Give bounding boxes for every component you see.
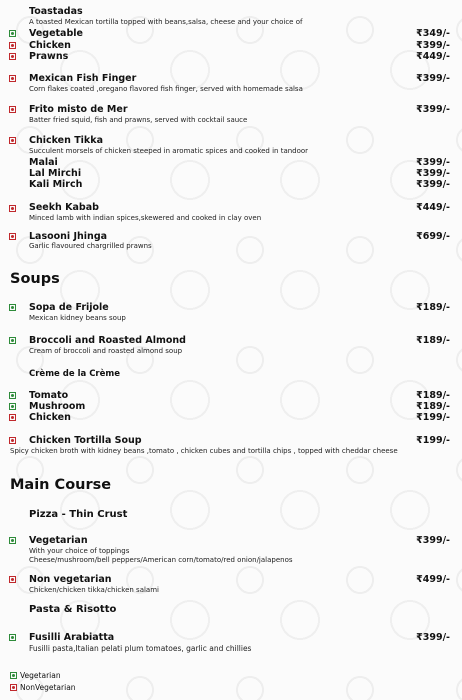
option-name-chicken-soup: Chicken bbox=[29, 412, 71, 423]
item-desc-frijole: Mexican kidney beans soup bbox=[29, 314, 126, 322]
item-price-veg-pizza: ₹399/- bbox=[416, 535, 450, 546]
item-name-seekh: Seekh Kabab bbox=[29, 202, 99, 213]
nonveg-mark-icon bbox=[9, 233, 16, 240]
legend-nonveg-label: NonVegetarian bbox=[20, 683, 76, 692]
nonveg-mark-icon bbox=[9, 437, 16, 444]
section-title-main-course: Main Course bbox=[10, 477, 112, 493]
item-desc-nonveg-pizza: Chicken/chicken tikka/chicken salami bbox=[29, 586, 159, 594]
option-name-mushroom: Mushroom bbox=[29, 401, 86, 412]
veg-mark-icon bbox=[9, 337, 16, 344]
nonveg-mark-icon bbox=[9, 576, 16, 583]
section-title-soups: Soups bbox=[10, 271, 60, 287]
item-desc-fusilli: Fusilli pasta,Italian pelati plum tomatoes, garlic and chillies bbox=[29, 644, 252, 653]
option-price-chicken: ₹399/- bbox=[416, 40, 450, 51]
option-name-lal-mirchi: Lal Mirchi bbox=[29, 168, 82, 179]
item-price-frijole: ₹189/- bbox=[416, 302, 450, 313]
option-name-kali-mirch: Kali Mirch bbox=[29, 179, 83, 190]
item-name-tortilla: Chicken Tortilla Soup bbox=[29, 435, 142, 446]
nonveg-mark-icon bbox=[9, 106, 16, 113]
item-desc-veg-pizza-1: With your choice of toppings bbox=[29, 547, 130, 555]
veg-mark-icon bbox=[9, 537, 16, 544]
item-price-seekh: ₹449/- bbox=[416, 202, 450, 213]
item-name-lasooni: Lasooni Jhinga bbox=[29, 231, 108, 242]
veg-mark-icon bbox=[9, 392, 16, 399]
item-desc-toastadas: A toasted Mexican tortilla topped with beans,salsa, cheese and your choice of bbox=[29, 18, 303, 26]
item-name-frijole: Sopa de Frijole bbox=[29, 302, 109, 313]
item-price-tortilla: ₹199/- bbox=[416, 435, 450, 446]
item-price-broccoli: ₹189/- bbox=[416, 335, 450, 346]
item-desc-tikka: Succulent morsels of chicken steeped in aromatic spices and cooked in tandoor bbox=[29, 147, 309, 155]
veg-mark-icon bbox=[9, 634, 16, 641]
option-name-tomato: Tomato bbox=[29, 390, 69, 401]
item-price-lasooni: ₹699/- bbox=[416, 231, 450, 242]
veg-mark-icon bbox=[9, 403, 16, 410]
legend-nonveg-icon bbox=[10, 684, 17, 691]
option-price-vegetable: ₹349/- bbox=[416, 28, 450, 39]
item-price-nonveg-pizza: ₹499/- bbox=[416, 574, 450, 585]
item-name-frito: Frito misto de Mer bbox=[29, 104, 128, 115]
option-price-mushroom: ₹189/- bbox=[416, 401, 450, 412]
nonveg-mark-icon bbox=[9, 205, 16, 212]
item-desc-seekh: Minced lamb with indian spices,skewered and cooked in clay oven bbox=[29, 214, 262, 222]
legend-veg-icon bbox=[10, 672, 17, 679]
item-price-fusilli: ₹399/- bbox=[416, 632, 450, 643]
option-price-prawns: ₹449/- bbox=[416, 51, 450, 62]
subsection-title-pasta: Pasta & Risotto bbox=[29, 604, 117, 615]
option-name-prawns: Prawns bbox=[29, 51, 69, 62]
item-desc-lasooni: Garlic flavoured chargrilled prawns bbox=[29, 242, 152, 250]
subsection-title-pizza: Pizza - Thin Crust bbox=[29, 509, 128, 520]
item-name-fish-finger: Mexican Fish Finger bbox=[29, 73, 137, 84]
item-name-toastadas: Toastadas bbox=[29, 6, 83, 17]
item-name-broccoli: Broccoli and Roasted Almond bbox=[29, 335, 186, 346]
nonveg-mark-icon bbox=[9, 137, 16, 144]
legend-veg-label: Vegetarian bbox=[20, 671, 61, 680]
option-price-kali-mirch: ₹399/- bbox=[416, 179, 450, 190]
nonveg-mark-icon bbox=[9, 414, 16, 421]
nonveg-mark-icon bbox=[9, 42, 16, 49]
item-name-tikka: Chicken Tikka bbox=[29, 135, 103, 146]
subsection-title-creme: Crème de la Crème bbox=[29, 369, 121, 379]
option-name-malai: Malai bbox=[29, 157, 58, 168]
option-price-tomato: ₹189/- bbox=[416, 390, 450, 401]
veg-mark-icon bbox=[9, 304, 16, 311]
item-desc-fish-finger: Corn flakes coated ,oregano flavored fish finger, served with homemade salsa bbox=[29, 85, 303, 93]
item-desc-tortilla: Spicy chicken broth with kidney beans ,tomato , chicken cubes and tortilla chips , topped with cheddar cheese bbox=[10, 447, 398, 455]
option-name-vegetable: Vegetable bbox=[29, 28, 83, 39]
item-price-frito: ₹399/- bbox=[416, 104, 450, 115]
nonveg-mark-icon bbox=[9, 53, 16, 60]
option-name-chicken: Chicken bbox=[29, 40, 71, 51]
nonveg-mark-icon bbox=[9, 75, 16, 82]
option-price-malai: ₹399/- bbox=[416, 157, 450, 168]
item-name-veg-pizza: Vegetarian bbox=[29, 535, 88, 546]
item-name-fusilli: Fusilli Arabiatta bbox=[29, 632, 115, 643]
veg-mark-icon bbox=[9, 30, 16, 37]
item-desc-broccoli: Cream of broccoli and roasted almond soup bbox=[29, 347, 183, 355]
item-price-fish-finger: ₹399/- bbox=[416, 73, 450, 84]
option-price-chicken-soup: ₹199/- bbox=[416, 412, 450, 423]
item-desc-frito: Batter fried squid, fish and prawns, served with cocktail sauce bbox=[29, 116, 248, 124]
item-name-nonveg-pizza: Non vegetarian bbox=[29, 574, 112, 585]
option-price-lal-mirchi: ₹399/- bbox=[416, 168, 450, 179]
item-desc-veg-pizza-2: Cheese/mushroom/bell peppers/American corn/tomato/red onion/jalapenos bbox=[29, 556, 293, 564]
